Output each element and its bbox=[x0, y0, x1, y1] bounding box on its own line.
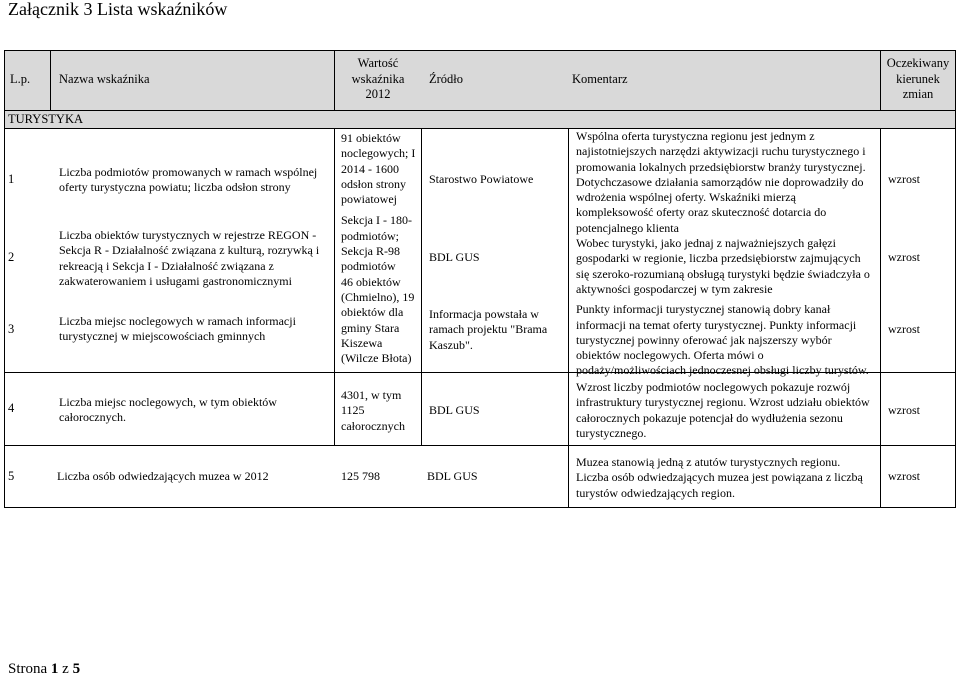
table-right-border bbox=[955, 50, 956, 507]
row-1-lp: 1 bbox=[8, 172, 15, 186]
header-value: Wartość wskaźnika 2012 bbox=[351, 56, 405, 101]
row-1-trend: wzrost bbox=[888, 172, 920, 186]
page-title: Załącznik 3 Lista wskaźników bbox=[8, 0, 228, 19]
row-5-source: BDL GUS bbox=[427, 469, 478, 483]
row-2-source: BDL GUS bbox=[429, 250, 480, 264]
body-divider-source bbox=[568, 128, 569, 445]
header-lp: L.p. bbox=[10, 72, 31, 86]
row-1-source: Starostwo Powiatowe bbox=[429, 172, 534, 186]
table-bottom-border bbox=[4, 507, 956, 508]
row-5-lp: 5 bbox=[8, 469, 15, 483]
row-2-trend: wzrost bbox=[888, 250, 920, 264]
row-5-divider-source bbox=[568, 445, 569, 507]
row-2-lp: 2 bbox=[8, 250, 15, 264]
row-4-trend: wzrost bbox=[888, 403, 920, 417]
row-5-name: Liczba osób odwiedzających muzea w 2012 bbox=[57, 469, 269, 483]
section-header-background bbox=[4, 110, 956, 128]
row-4-name: Liczba miejsc noclegowych, w tym obiektów całorocznych. bbox=[59, 395, 277, 425]
page-footer: Strona 1 z 5 bbox=[8, 661, 81, 677]
row-5-value: 125 798 bbox=[341, 469, 380, 483]
body-divider-name bbox=[334, 128, 335, 445]
row-3-trend: wzrost bbox=[888, 322, 920, 336]
header-divider-lp bbox=[50, 50, 51, 110]
row-3-source: Informacja powstała w ramach projektu "Brama Kaszub". bbox=[429, 307, 548, 352]
table-left-border bbox=[4, 50, 5, 507]
body-divider-value bbox=[421, 128, 422, 445]
total-pages: 5 bbox=[72, 661, 81, 677]
header-source: Źródło bbox=[429, 72, 464, 86]
rows-1-3-values: 91 obiektów noclegowych; I 2014 - 1600 odsłon strony powiatowej Sekcja I - 180- podmiotów; Sekcja R-98 podmiotów 46 obiektów (Chmielno), 19 obiektów dla gminy Stara Kiszewa (Wilcze Błota) bbox=[341, 131, 416, 366]
section-label: TURYSTYKA bbox=[8, 112, 84, 126]
header-bottom-border bbox=[4, 110, 956, 111]
row-2-name: Liczba obiektów turystycznych w rejestrze REGON - Sekcja R - Działalność związana z kulturą, rozrywką i rekreacją i Sekcja I - Działalność związana z zakwaterowaniem i usługami gastronomicznymi bbox=[59, 228, 320, 288]
row-4-bottom-border bbox=[4, 445, 956, 446]
header-comment: Komentarz bbox=[572, 72, 628, 86]
header-name: Nazwa wskaźnika bbox=[59, 72, 150, 86]
row-3-name: Liczba miejsc noclegowych w ramach informacji turystycznej w miejscowościach gminnych bbox=[59, 314, 296, 344]
row-4-comment: Wzrost liczby podmiotów noclegowych pokazuje rozwój infrastruktury turystycznej regionu. Wzrost udziału obiektów całorocznych pokazuje potencjał do wydłużenia sezonu turystycznego. bbox=[576, 380, 870, 440]
row-1-name: Liczba podmiotów promowanych w ramach wspólnej oferty turystyczna powiatu; liczba odsłon strony bbox=[59, 165, 318, 195]
row-4-lp: 4 bbox=[8, 401, 15, 415]
header-trend: Oczekiwany kierunek zmian bbox=[886, 56, 950, 101]
row-3-lp: 3 bbox=[8, 322, 15, 336]
row-4-value: 4301, w tym 1125 całorocznych bbox=[341, 388, 405, 433]
table-top-border bbox=[4, 50, 956, 51]
row-4-source: BDL GUS bbox=[429, 403, 480, 417]
body-divider-comment bbox=[880, 128, 881, 507]
row-5-trend: wzrost bbox=[888, 469, 920, 483]
current-page: 1 bbox=[50, 661, 59, 677]
rows-1-3-comments: Wspólna oferta turystyczna regionu jest jednym z najistotniejszych narzędzi aktywizacji ruchu turystycznego i promowania lokalnych przedsiębiorstw branży turystycznej. Dotychczasowe działania samorządów nie doprowadziły do wdrożenia wspólnej oferty. Wskaźniki mierzą kompleksowość oferty oraz skuteczność dotarcia do potencjalnego klienta Wobec turystyki, jako jednaj z najważniejszych gałęzi gospodarki w regionie, liczba przedsiębiorstw zajmujących się szeroko-rozumianą obsługą turystyki będzie świadczyła o aktywności gospodarczej w tym zakresie Punkty informacji turystycznej stanowią dobry kanał informacji na temat oferty turystycznej. Punkty informacji turystycznej powinny oferować jak najszerszy wybór obiektów noclegowych. Oferta mówi o podaży/możliwościach jednoczesnej obsługi liczby turystów. bbox=[576, 129, 870, 378]
row-5-comment: Muzea stanowią jedną z atutów turystycznych regionu. Liczba osób odwiedzających muzea jest powiązana z liczbą turystów odwiedzających region. bbox=[576, 455, 863, 500]
